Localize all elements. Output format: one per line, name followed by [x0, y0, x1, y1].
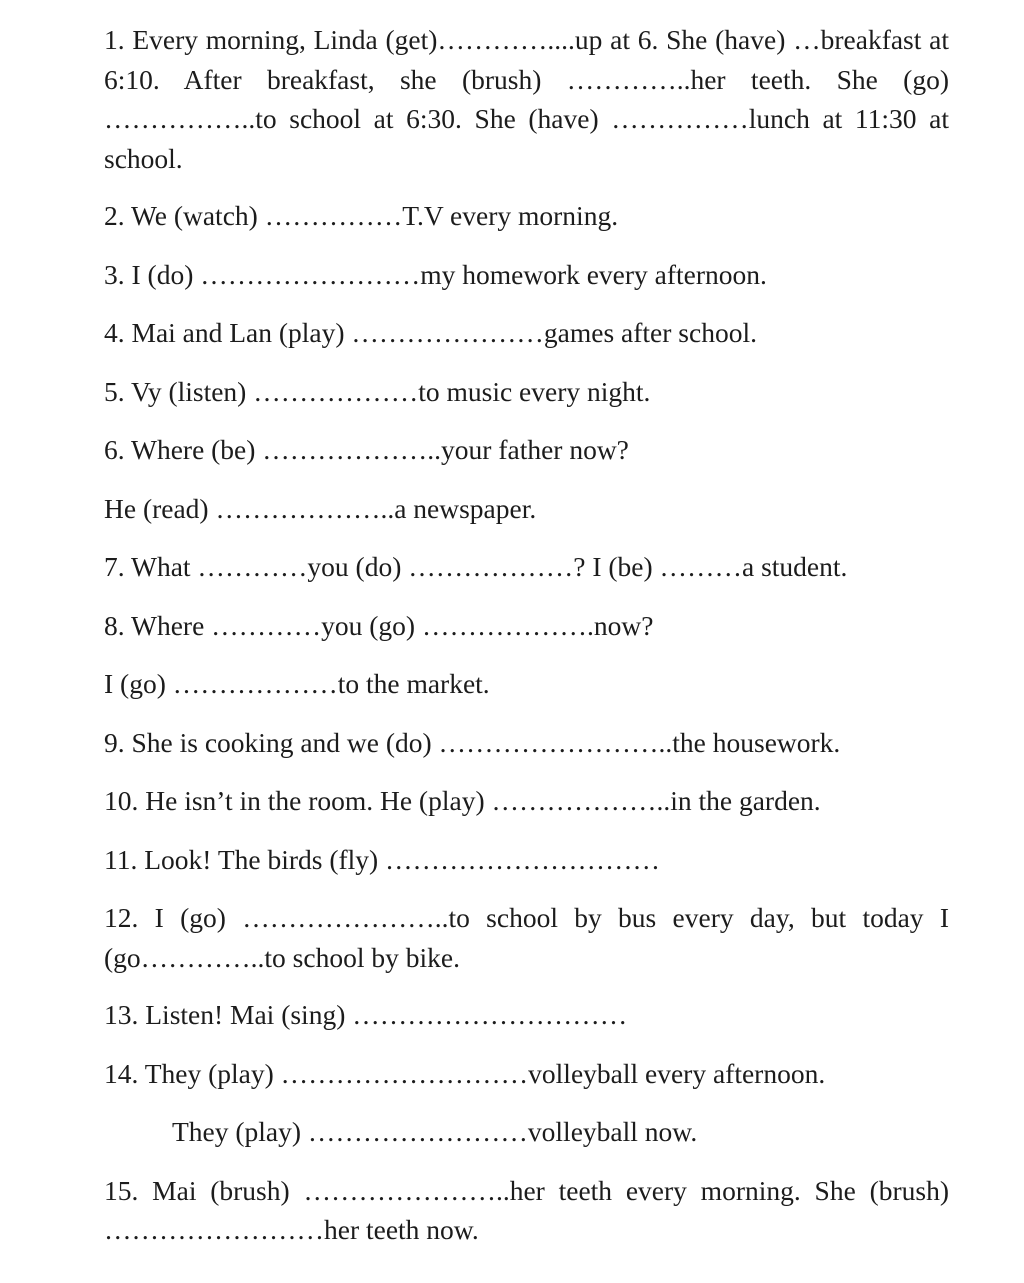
exercise-item-6-answer: He (read) ………………..a newspaper.: [104, 492, 537, 524]
exercise-item-4: 4. Mai and Lan (play) …………………games after school.: [104, 317, 757, 348]
exercise-item-10: 10. He isn’t in the room. He (play) ………………..in the garden.: [104, 785, 821, 816]
exercise-item-5: 5. Vy (listen) ………………to music every night.: [104, 375, 651, 407]
exercise-item-14: 14. They (play) ………………………volleyball every afternoon.: [104, 1057, 826, 1089]
exercise-item-12: 12. I (go) …………………..to school by bus every day, but today I (go…………..to school by bike.: [104, 902, 949, 973]
exercise-item-1: 1. Every morning, Linda (get)…………....up at 6. She (have) …breakfast at 6:10. After breakfast, she (brush) …………..her teeth. She (go) ……………..to school at 6:30. She (have) ……………lunch at 11:30 at school.: [104, 24, 949, 174]
exercise-item-3: 3. I (do) ……………………my homework every afternoon.: [104, 258, 767, 290]
cropped-heading: [0, 0, 1024, 8]
exercise-item-11: 11. Look! The birds (fly) …………………………: [104, 843, 661, 875]
exercise-item-8: 8. Where …………you (go) ……………….now?: [104, 609, 654, 641]
exercise-item-8-answer: I (go) ………………to the market.: [104, 668, 490, 699]
exercise-item-13: 13. Listen! Mai (sing) …………………………: [104, 999, 628, 1030]
exercise-item-7: 7. What …………you (do) ………………? I (be) ………a student.: [104, 551, 848, 582]
exercise-item-15: 15. Mai (brush) …………………..her teeth every morning. She (brush) ……………………her teeth now.: [104, 1174, 949, 1245]
exercise-item-9: 9. She is cooking and we (do) ……………………..the housework.: [104, 726, 841, 758]
exercise-item-14-second: They (play) ……………………volleyball now.: [172, 1116, 698, 1147]
exercise-item-6: 6. Where (be) ………………..your father now?: [104, 434, 629, 465]
exercise-item-2: 2. We (watch) ……………T.V every morning.: [104, 200, 619, 231]
exercise-list: [104, 20, 949, 1250]
